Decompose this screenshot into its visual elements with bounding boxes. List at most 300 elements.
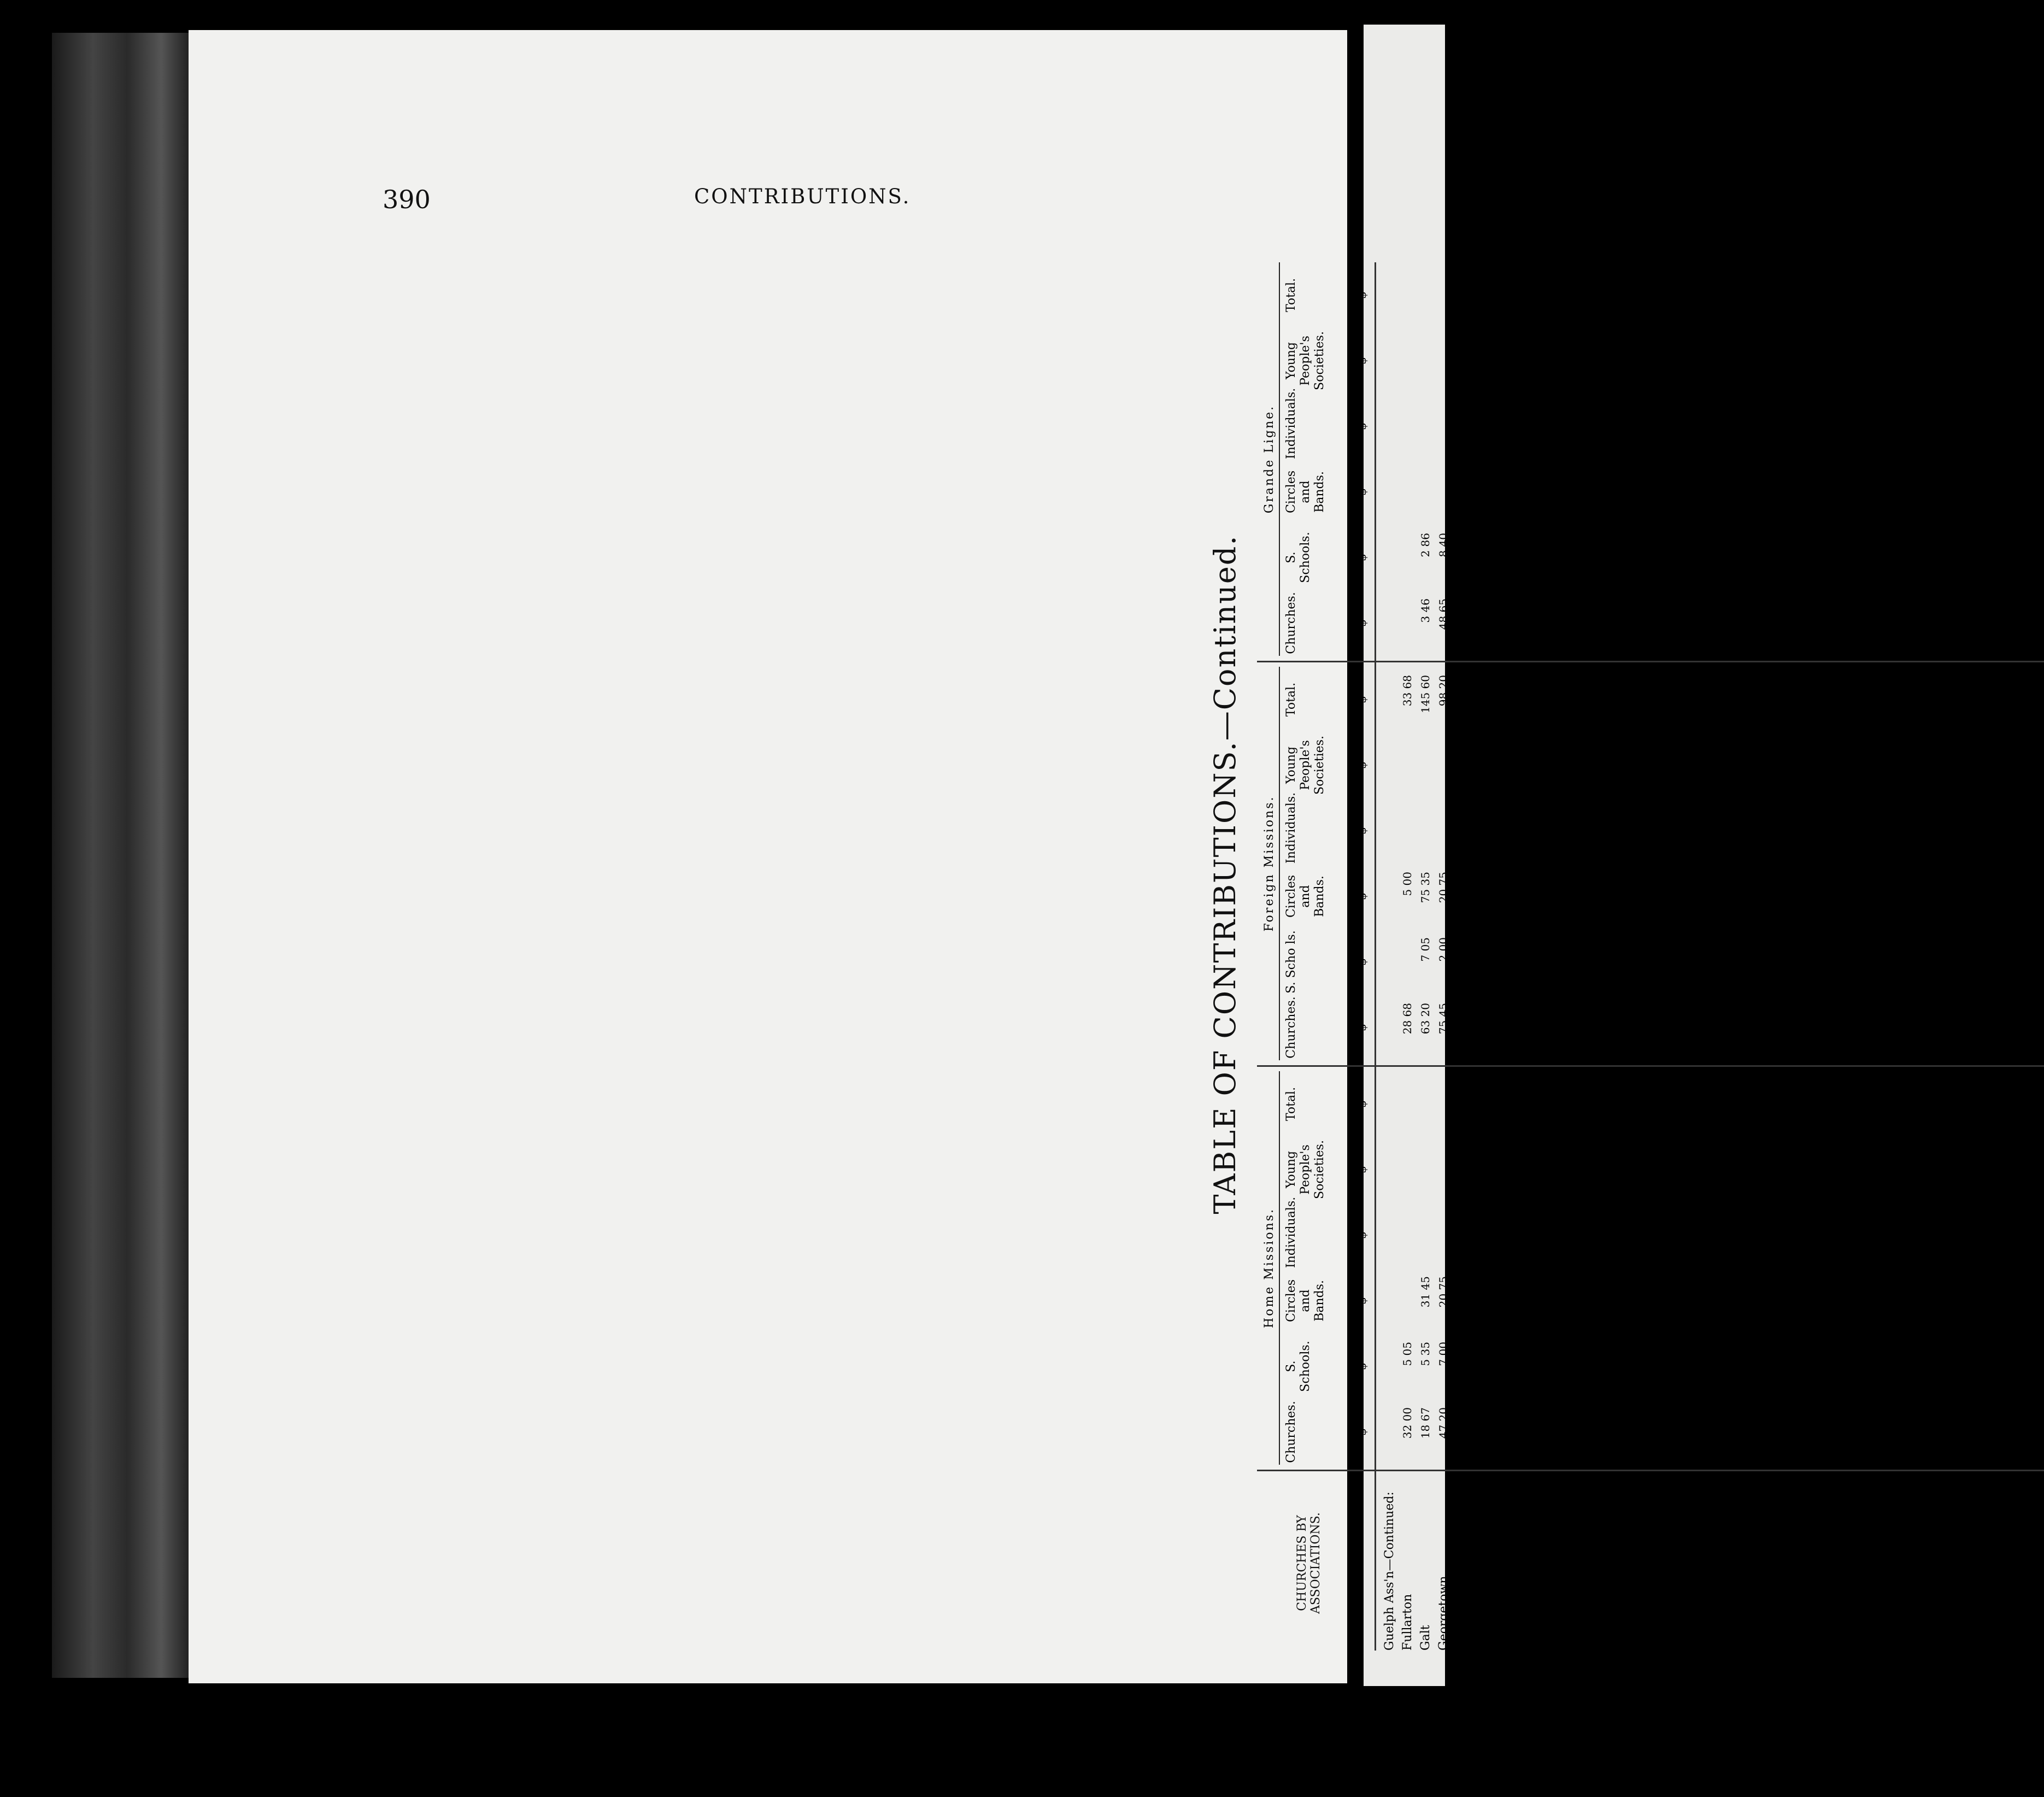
column-header: Individuals.: [1284, 387, 1298, 459]
table-cell: 79 42: [2007, 1407, 2020, 1439]
table-cell: 17 00: [1581, 1342, 1594, 1373]
table-cell: 28 68: [1401, 1003, 1414, 1035]
table-cell: 63 20: [1419, 1003, 1432, 1035]
table-cell: 18 17: [1989, 1342, 2002, 1373]
row-label: Denfield: [1845, 1599, 1858, 1651]
table-cell: 27 75: [1754, 1276, 1767, 1308]
table-cell: 52 65: [1646, 1407, 1659, 1439]
row-label: Brooke and Enniskillen: [1736, 1508, 1750, 1651]
table-cell: 194 08: [1917, 872, 1930, 910]
row-label: Middlesex & Lambton Ass'n: [1628, 1479, 1642, 1651]
table-cell: 1 00: [1808, 1342, 1822, 1366]
table-cell: 21 00: [1646, 598, 1659, 630]
table-cell: 21 78: [1491, 1407, 1504, 1439]
table-cell: 3 00: [1509, 533, 1522, 557]
table-cell: 11 75: [1664, 1342, 1677, 1373]
table-cell: 109 28: [1917, 1003, 1930, 1041]
table-cell: 6 00: [1845, 598, 1858, 623]
table-cell: 13 00: [1826, 467, 1840, 499]
table-cell: 42 72: [1826, 1003, 1840, 1035]
row-label: Fullarton: [1401, 1594, 1414, 1651]
table-cell: 2 00: [1863, 1342, 1876, 1366]
table-cell: 1 20: [1899, 533, 1912, 557]
row-label: Courtright: [1826, 1585, 1840, 1651]
table-cell: 26 57: [1718, 1003, 1731, 1035]
column-header: Circles and Bands.: [1284, 874, 1326, 918]
table-cell: 13 05: [1935, 1342, 1948, 1373]
table-cell: 22 03: [1491, 598, 1504, 630]
table-cell: 1 40: [1563, 937, 1576, 962]
table-cell: 10 00: [1989, 533, 2002, 565]
row-label: Guelph Ass'n—Continued:: [1383, 1491, 1396, 1651]
table-cell: 144 17: [1581, 675, 1594, 713]
table-title: TABLE OF CONTRIBUTIONS.—Continued.: [1208, 535, 1242, 1214]
table-cell: 6 30: [1989, 598, 2002, 623]
book-spine: [52, 33, 189, 1678]
table-cell: 11 95: [1863, 872, 1876, 903]
currency-symbol: $: [1355, 422, 1369, 430]
table-cell: 48 65: [1437, 598, 1450, 630]
currency-symbol: $: [1355, 488, 1369, 496]
table-cell: 11 75: [1527, 1276, 1540, 1308]
table-cell: 4 00: [1808, 872, 1822, 896]
table-cell: 44 20: [1563, 1407, 1576, 1439]
table-cell: 20 68: [1953, 1342, 1966, 1373]
table-cell: 100 00: [1646, 1211, 1659, 1249]
table-cell: 3 00: [1455, 533, 1468, 557]
table-cell: 7 00: [1808, 1276, 1822, 1301]
column-header: Churches.: [1284, 1401, 1298, 1463]
table-cell: 11 25: [1646, 1276, 1659, 1308]
table-cell: 11 00: [1881, 1407, 1894, 1439]
table-cell: 7 13: [1599, 1342, 1612, 1366]
table-cell: 26 30: [1509, 1003, 1522, 1035]
column-header: Young People's Societies.: [1284, 1140, 1326, 1199]
table-cell: 131 80: [1935, 1276, 1948, 1314]
table-cell: 3 33: [1718, 1342, 1731, 1366]
row-label: Copleston: [1790, 1589, 1804, 1651]
table-cell: 3 10: [1491, 533, 1504, 557]
table-cell: 36 00: [1899, 1003, 1912, 1035]
table-cell: 2 00: [1599, 533, 1612, 557]
table-cell: 8 00: [1509, 1342, 1522, 1366]
table-cell: 7 00: [1437, 1342, 1450, 1366]
table-cell: 30 00: [1754, 872, 1767, 903]
table-cell: 69 70: [1509, 675, 1522, 707]
table-cell: 39 25: [1563, 872, 1576, 903]
column-header: Total.: [1284, 278, 1298, 313]
table-cell: 55 87: [1455, 1276, 1468, 1308]
table-cell: 5 00: [1682, 1211, 1695, 1235]
row-label: Stratford: [1581, 1594, 1595, 1651]
table-cell: 16 50: [1455, 1003, 1468, 1035]
table-cell: 10 00: [1754, 1003, 1767, 1035]
table-cell: 4 70: [1545, 598, 1558, 623]
table-cell: 4 80: [1509, 598, 1522, 623]
table-cell: 12 56: [1863, 1276, 1876, 1308]
table-cell: 15 10: [1455, 598, 1468, 630]
column-header: Total.: [1284, 682, 1298, 717]
table-cell: 94 42: [1455, 675, 1468, 707]
table-cell: 6 86: [1736, 1276, 1749, 1301]
currency-symbol: $: [1355, 696, 1369, 703]
table-cell: 5 05: [1401, 1342, 1414, 1366]
table-cell: 1 00: [1772, 533, 1785, 557]
table-cell: 4 68: [1826, 1342, 1840, 1366]
table-cell: 1 00: [1736, 1342, 1749, 1366]
table-cell: 99 35: [1682, 675, 1695, 707]
table-cell: 13 17: [1989, 937, 2002, 969]
currency-symbol: $: [1355, 1100, 1369, 1108]
table-cell: 27 30: [1664, 1407, 1677, 1439]
page: [189, 30, 1347, 1683]
table-cell: 15 41: [1563, 1276, 1576, 1308]
table-cell: 3 00: [1491, 937, 1504, 962]
table-cell: 7 18: [1545, 533, 1558, 557]
row-label: Brigden: [1700, 1601, 1714, 1651]
column-header: Young People's Societies.: [1284, 736, 1326, 795]
row-label: Preston: [1545, 1604, 1559, 1651]
table-cell: 46 50: [1473, 872, 1486, 903]
column-header: Churches.: [1284, 996, 1298, 1059]
table-cell: 40 00: [1754, 675, 1767, 707]
table-cell: 12 45: [1772, 675, 1785, 707]
column-header: S. Scho ls.: [1284, 930, 1298, 994]
table-cell: 12 25: [1473, 1342, 1486, 1373]
currency-symbol: $: [1355, 554, 1369, 561]
row-label: “ Adelaide St.: [1953, 1566, 1966, 1651]
table-cell: 19 70: [1845, 1003, 1858, 1035]
currency-symbol: $: [1355, 1166, 1369, 1173]
table-cell: 5 00: [1401, 872, 1414, 896]
currency-symbol: $: [1355, 892, 1369, 900]
table-cell: 3 05: [1718, 533, 1731, 557]
table-cell: 18 98: [1581, 598, 1594, 630]
row-label: Arkona: [1682, 1606, 1696, 1651]
table-cell: 42 70: [1863, 1003, 1876, 1035]
row-label: St. Mary's: [1563, 1588, 1577, 1651]
table-cell: 2 50: [1455, 937, 1468, 962]
table-cell: 286 41: [1971, 675, 1984, 713]
table-cell: 17 00: [1971, 533, 1984, 565]
table-cell: 4 85: [1455, 1342, 1468, 1366]
table-cell: 12 50: [1509, 937, 1522, 969]
row-label: Hespeler: [1509, 1595, 1523, 1651]
table-cell: 22 95: [1736, 872, 1749, 903]
table-cell: 50 68: [1473, 1407, 1486, 1439]
table-cell: 158 77: [1953, 1276, 1966, 1314]
table-cell: 97 69: [1581, 1407, 1594, 1439]
table-cell: 34 80: [1509, 1276, 1522, 1308]
table-cell: 42 50: [1473, 1276, 1486, 1308]
table-cell: 33 45: [1736, 675, 1749, 707]
group-foreign-missions: Foreign Missions.: [1262, 667, 1280, 1060]
table-cell: 3 10: [1700, 1342, 1713, 1366]
table-cell: 25 11: [1971, 1276, 1984, 1308]
table-cell: 77 77: [1581, 1003, 1594, 1035]
table-cell: 2 00: [1700, 1003, 1713, 1027]
table-cell: 13 36: [1808, 675, 1822, 707]
column-header: Individuals.: [1284, 1196, 1298, 1268]
table-cell: 10 00: [1971, 598, 1984, 630]
table-cell: 2 40: [1563, 533, 1576, 557]
page-number: 390: [383, 185, 431, 214]
table-cell: 13 25: [1826, 937, 1840, 969]
group-home-missions: Home Missions.: [1262, 1071, 1280, 1465]
table-cell: 16 35: [1491, 1342, 1504, 1373]
table-cell: 19 45: [1455, 1407, 1468, 1439]
table-cell: 12 45: [1772, 1003, 1785, 1035]
table-cell: 5 25: [1473, 533, 1486, 557]
table-cell: 8 00: [1664, 1211, 1677, 1235]
table-cell: 75 45: [1437, 1003, 1450, 1035]
row-label: Calvary: [1754, 1604, 1768, 1651]
table-cell: 1 00: [1700, 937, 1713, 962]
table-cell: 10 00: [1545, 1003, 1558, 1035]
table-cell: 14 80: [1491, 872, 1504, 903]
table-cell: 17 50: [1754, 1407, 1767, 1439]
row-label: Corinth: [1808, 1604, 1822, 1651]
column-header: S. Schools.: [1284, 532, 1312, 583]
table-cell: 3 65: [1527, 741, 1540, 765]
table-cell: 10 13: [1527, 1003, 1540, 1035]
row-label: Lobo: [1917, 1620, 1930, 1651]
table-cell: 2 50: [1736, 598, 1749, 623]
table-cell: 16 30: [1917, 1407, 1930, 1439]
table-cell: 45 20: [1599, 1407, 1612, 1439]
table-cell: 15 50: [1682, 598, 1695, 630]
table-cell: 23 45: [1491, 675, 1504, 707]
table-cell: 39 00: [1646, 872, 1659, 903]
table-cell: 75 42: [1455, 872, 1468, 903]
table-cell: 9 21: [1700, 872, 1713, 896]
table-cell: 59 50: [1899, 675, 1912, 707]
table-cell: 28 00: [1989, 1276, 2002, 1308]
table-cell: 2 55: [1664, 1276, 1677, 1301]
table-cell: 1 50: [1527, 1342, 1540, 1366]
table-cell: 11 00: [1863, 1407, 1876, 1439]
table-cell: 5 00: [1527, 598, 1540, 623]
table-cell: 1 50: [1772, 598, 1785, 623]
row-label: Forest: [1881, 1612, 1894, 1651]
table-cell: 12 00: [1599, 675, 1612, 707]
table-cell: 7 00: [1700, 1407, 1713, 1432]
table-cell: 75 35: [1419, 872, 1432, 903]
table-cell: 25 00: [1646, 806, 1659, 838]
row-label: Caradoc, Zion: [1772, 1565, 1786, 1651]
table-cell: 10 00: [1545, 675, 1558, 707]
table-cell: 2 50: [1473, 937, 1486, 962]
currency-symbol: $: [1355, 1428, 1369, 1436]
column-header: Churches.: [1284, 592, 1298, 654]
table-cell: 3 46: [1419, 598, 1432, 623]
row-label: Brooke: [1718, 1607, 1732, 1651]
table-cell: 34 86: [1917, 937, 1930, 969]
currency-symbol: $: [1355, 827, 1369, 835]
table-cell: 28 16: [1935, 741, 1948, 772]
table-cell: 3 18: [2007, 872, 2020, 896]
table-cell: 338 23: [1917, 675, 1930, 713]
currency-symbol: $: [1355, 1363, 1369, 1370]
table-cell: 14 75: [1491, 1276, 1504, 1308]
table-cell: 3 45: [1682, 533, 1695, 557]
table-cell: 22 30: [1935, 533, 1948, 565]
table-cell: 3 46: [1700, 533, 1713, 557]
table-cell: 23 48: [1473, 598, 1486, 630]
column-header: Young People's Societies.: [1284, 331, 1326, 390]
table-cell: 4 00: [2007, 598, 2020, 623]
table-cell: 12 75: [1718, 1407, 1731, 1439]
table-cell: 5 33: [1718, 937, 1731, 962]
currency-symbol: $: [1355, 958, 1369, 966]
row-label: Hillsburg: [1491, 1593, 1505, 1651]
table-cell: 140 46: [1935, 1407, 1948, 1446]
table-cell: 19 64: [1826, 872, 1840, 903]
column-header: Circles and Bands.: [1284, 470, 1326, 514]
table-cell: 4 29: [1664, 872, 1677, 896]
table-cell: 5 00: [1527, 402, 1540, 426]
row-label: Guelph, Trinity: [1473, 1558, 1487, 1651]
table-cell: 171 98: [1935, 872, 1948, 910]
table-cell: 13 00: [1971, 937, 1984, 969]
table-cell: 12 00: [1599, 1003, 1612, 1035]
table-cell: 67 76: [1971, 872, 1984, 903]
row-label: “ Egerton St.: [1971, 1570, 1984, 1651]
row-label: Tavistock: [1599, 1593, 1613, 1651]
table-cell: 32 00: [1401, 1407, 1414, 1439]
currency-symbol: $: [1355, 1231, 1369, 1239]
table-cell: 2 00: [1845, 533, 1858, 557]
row-label: “ Maitland St.: [2007, 1565, 2020, 1651]
table-cell: 284 40: [1935, 1003, 1948, 1041]
table-cell: 7 00: [1545, 1407, 1558, 1432]
table-cell: 27 26: [1527, 675, 1540, 707]
table-cell: 19 50: [1899, 741, 1912, 772]
table-cell: 54 65: [1863, 675, 1876, 707]
table-cell: 19 25: [1826, 1407, 1840, 1439]
row-label: Marthaville: [2025, 1580, 2039, 1651]
table-cell: 14 00: [1826, 1276, 1840, 1308]
table-cell: 6 10: [1989, 1003, 2002, 1027]
currency-symbol: $: [1355, 357, 1369, 365]
header-rule: [1375, 262, 1376, 1651]
currency-symbol: $: [1355, 761, 1369, 769]
table-cell: 165 50: [1646, 675, 1659, 713]
table-cell: 9 35: [1527, 1407, 1540, 1432]
table-cell: 47 20: [1437, 1407, 1450, 1439]
table-cell: 7 35: [1682, 937, 1695, 962]
row-label: London, Talbot St.: [1935, 1538, 1948, 1651]
table-cell: 30 90: [1509, 872, 1522, 903]
column-header: S. Schools.: [1284, 1341, 1312, 1392]
table-cell: 205 65: [1971, 1003, 1984, 1041]
table-cell: 7 21: [1664, 1003, 1677, 1027]
table-cell: 19 70: [1845, 675, 1858, 707]
table-cell: 5 49: [1563, 1342, 1576, 1366]
table-cell: 33 68: [1401, 675, 1414, 707]
row-label: Guelph, First: [1455, 1570, 1469, 1651]
currency-symbol: $: [1355, 619, 1369, 627]
table-cell: 31 45: [1419, 1276, 1432, 1308]
table-cell: 145 60: [1419, 675, 1432, 713]
table-cell: 2 70: [2007, 1003, 2020, 1027]
table-cell: 9 36: [1808, 1003, 1822, 1027]
group-grande-ligne: Grande Ligne.: [1262, 262, 1280, 656]
row-label: “ South: [1989, 1605, 2002, 1651]
table-cell: 8 40: [1437, 533, 1450, 557]
table-cell: 20 75: [1437, 1276, 1450, 1308]
row-label: Galt: [1419, 1625, 1432, 1651]
table-cell: 97 85: [1646, 1003, 1659, 1035]
table-cell: 2 00: [1899, 1407, 1912, 1432]
table-cell: 6 70: [1826, 533, 1840, 557]
table-cell: 29 33: [1917, 598, 1930, 630]
column-header: Total.: [1284, 1087, 1298, 1121]
table-cell: 54 90: [1581, 1276, 1594, 1308]
table-cell: 9 25: [1700, 1276, 1713, 1301]
table-cell: 3 75: [1790, 1276, 1804, 1301]
column-header: Circles and Bands.: [1284, 1279, 1326, 1323]
table-cell: 4 50: [1772, 1407, 1785, 1432]
table-cell: 86 80: [1563, 675, 1576, 707]
table-cell: 3 65: [1646, 937, 1659, 962]
table-cell: 30 40: [1581, 872, 1594, 903]
table-cell: 11 00: [1581, 741, 1594, 772]
table-cell: 12 21: [1700, 675, 1713, 707]
table-cell: 20 75: [1437, 872, 1450, 903]
table-cell: 2 35: [1581, 467, 1594, 492]
table-cell: 22 05: [1509, 1407, 1522, 1439]
row-label: Komoka: [1899, 1601, 1912, 1651]
table-cell: 2 00: [1772, 1342, 1785, 1366]
table-cell: 51 56: [2007, 1276, 2020, 1308]
table-cell: 1 00: [1808, 533, 1822, 557]
table-cell: 6 60: [1917, 1342, 1930, 1366]
table-cell: 12 74: [1682, 1342, 1695, 1373]
table-cell: 18 67: [1419, 1407, 1432, 1439]
running-head: CONTRIBUTIONS.: [694, 185, 911, 208]
rotated-table: [1208, 230, 2039, 1651]
table-cell: 9 00: [1808, 1407, 1822, 1432]
column-header: Individuals.: [1284, 792, 1298, 864]
table-cell: 11 50: [1664, 675, 1677, 707]
table-cell: 10 00: [1646, 1342, 1659, 1373]
table-cell: 75 61: [1826, 675, 1840, 707]
table-cell: 100 00: [1953, 1407, 1966, 1446]
table-cell: 46 15: [1563, 1003, 1576, 1035]
row-label: Georgetown: [1437, 1576, 1450, 1651]
row-label: Alvinston: [1664, 1593, 1678, 1651]
currency-symbol: $: [1355, 1297, 1369, 1305]
table-cell: 11 00: [1826, 598, 1840, 630]
table-cell: 48 60: [1718, 872, 1731, 903]
table-cell: 9 00: [1563, 598, 1576, 623]
stub-heading: CHURCHES BY ASSOCIATIONS.: [1295, 1512, 1323, 1614]
table-cell: 4 13: [1527, 937, 1540, 962]
table-cell: 7 05: [1419, 937, 1432, 962]
table-cell: 70 53: [1473, 1003, 1486, 1035]
currency-symbol: $: [1355, 291, 1369, 299]
table-cell: 17 50: [1845, 1407, 1858, 1439]
currency-symbol: $: [1355, 1024, 1369, 1031]
table-cell: 2 86: [1419, 533, 1432, 557]
table-cell: 5 00: [1646, 533, 1659, 557]
table-cell: 484 54: [1935, 675, 1948, 713]
table-cell: 10 50: [1736, 1003, 1749, 1035]
row-label: Ailsa Craig: [1646, 1583, 1660, 1651]
row-label: Orangeville: [1527, 1579, 1541, 1651]
table-cell: 4 00: [1899, 872, 1912, 896]
